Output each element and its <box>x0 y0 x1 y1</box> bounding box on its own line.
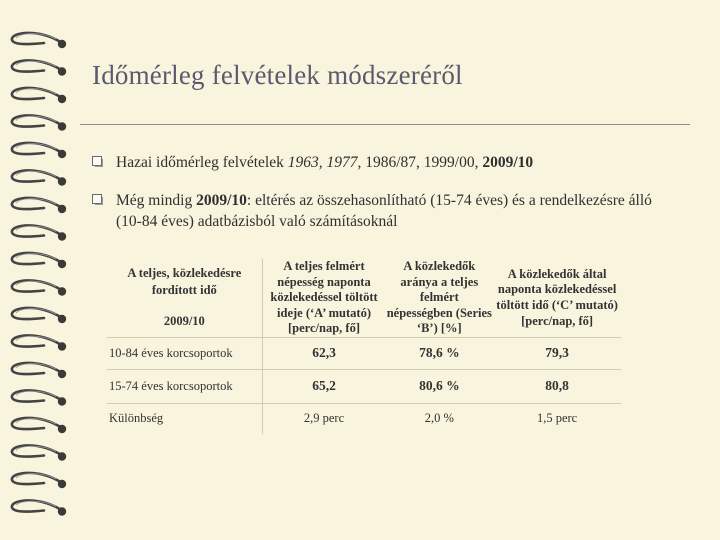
bullet-2-part-3: : eltérés az összehasonlítható (15-74 éves) és a rendelkezésre álló (10-84 éves) adatbázisból való számításoknál <box>116 192 652 230</box>
row-label: Különbség <box>107 403 262 434</box>
binding-ring <box>12 115 66 130</box>
table-cell: 2,0 % <box>385 403 493 434</box>
binding-ring <box>12 60 66 75</box>
binding-ring <box>12 170 66 185</box>
binding-ring <box>12 335 66 350</box>
slide-title: Időmérleg felvételek módszeréről <box>92 60 463 90</box>
table-cell: 79,3 <box>493 337 621 369</box>
row-label: 10-84 éves korcsoportok <box>107 337 262 369</box>
corner-header-title: A teljes, közlekedésre fordított idő <box>127 266 242 298</box>
binding-ring <box>12 33 66 48</box>
binding-ring <box>12 143 66 158</box>
table-row <box>107 337 621 369</box>
table-cell: 80,8 <box>493 369 621 403</box>
table-row <box>107 403 621 434</box>
bullet-2-part-2: 2009/10 <box>196 192 247 209</box>
table-row <box>107 369 621 403</box>
data-table <box>107 259 621 434</box>
row-label: 15-74 éves korcsoportok <box>107 369 262 403</box>
checkbox-bullet-icon <box>92 156 103 167</box>
binding-ring <box>12 500 66 515</box>
table-cell: 2,9 perc <box>262 403 385 434</box>
table-cell: 80,6 % <box>385 369 493 403</box>
bullet-text-2 <box>116 190 676 232</box>
binding-ring <box>12 473 66 488</box>
table-cell: 78,6 % <box>385 337 493 369</box>
binding-ring <box>12 418 66 433</box>
bullet-1-part-1: Hazai időmérleg felvételek <box>116 154 288 171</box>
title-divider <box>80 124 690 125</box>
bullet-2-part-1: Még mindig <box>116 192 197 209</box>
table-corner-header <box>107 259 262 337</box>
bullet-1-part-4: 2009/10 <box>482 154 534 171</box>
table-cell: 1,5 perc <box>493 403 621 434</box>
table-header-row <box>107 259 621 337</box>
table-cell: 62,3 <box>262 337 385 369</box>
bullet-1-part-3: , 1986/87, 1999/00, <box>357 154 483 171</box>
binding-ring <box>12 253 66 268</box>
binding-ring <box>12 88 66 103</box>
spiral-binding-rings <box>0 22 80 522</box>
bullet-1-part-2: 1963, 1977 <box>287 154 358 171</box>
column-header-b: A közlekedők aránya a teljes felmért népességben (Series ‘B’) [%] <box>386 259 492 336</box>
binding-ring <box>12 308 66 323</box>
binding-ring <box>12 225 66 240</box>
column-header-c: A közlekedők által naponta közlekedéssel töltött idő (‘C’ mutató) [perc/nap, fő] <box>496 266 618 328</box>
corner-header-year: 2009/10 <box>163 314 205 329</box>
checkbox-bullet-icon <box>92 194 103 205</box>
binding-ring <box>12 280 66 295</box>
binding-ring <box>12 390 66 405</box>
table-cell: 65,2 <box>262 369 385 403</box>
binding-ring <box>12 198 66 213</box>
column-header-a: A teljes felmért népesség naponta közlekedéssel töltött ideje (‘A’ mutató) [perc/nap, fő] <box>270 259 378 336</box>
bullet-text-1 <box>116 152 676 173</box>
binding-ring <box>12 363 66 378</box>
binding-ring <box>12 445 66 460</box>
